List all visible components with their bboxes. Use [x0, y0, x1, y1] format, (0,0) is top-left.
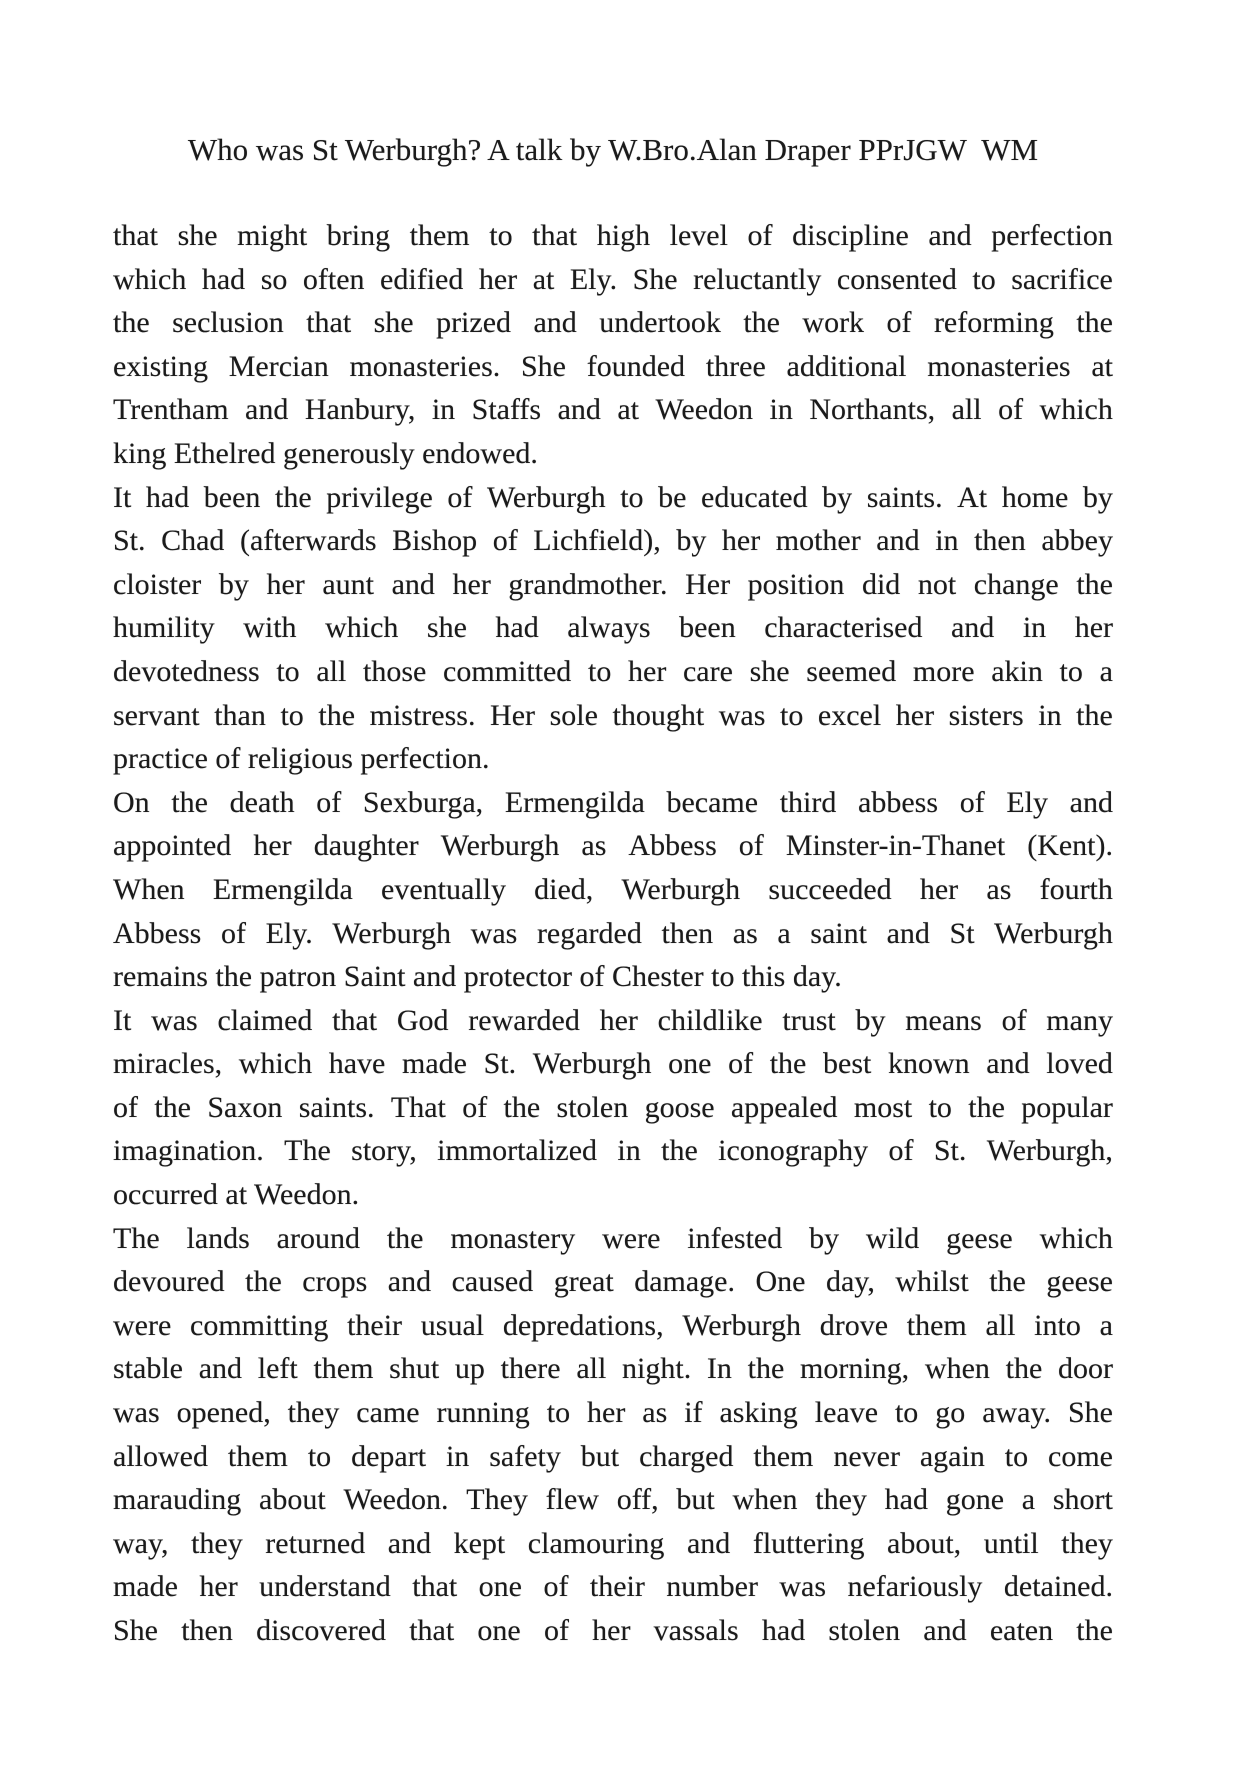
text-line: remains the patron Saint and protector of Chester to this day.	[113, 960, 842, 994]
text-line: occurred at Weedon.	[113, 1178, 360, 1212]
text-line: Trentham and Hanbury, in Staffs and at Weedon in Northants, all of which	[113, 393, 1113, 427]
text-line: servant than to the mistress. Her sole thought was to excel her sisters in the	[113, 698, 1113, 732]
text-line: were committing their usual depredations, Werburgh drove them all into a	[113, 1308, 1113, 1342]
paragraph	[113, 781, 1113, 999]
text-line: Abbess of Ely. Werburgh was regarded then as a saint and St Werburgh	[113, 916, 1113, 950]
text-line: marauding about Weedon. They flew off, but when they had gone a short	[113, 1483, 1113, 1517]
text-line: the seclusion that she prized and undertook the work of reforming the	[113, 306, 1113, 340]
text-line: humility with which she had always been characterised and in her	[113, 611, 1113, 645]
text-line: It had been the privilege of Werburgh to be educated by saints. At home by	[113, 480, 1113, 514]
text-line: She then discovered that one of her vassals had stolen and eaten the	[113, 1614, 1113, 1647]
paragraph	[113, 1217, 1113, 1653]
paragraph	[113, 999, 1113, 1217]
text-line: appointed her daughter Werburgh as Abbess of Minster-in-Thanet (Kent).	[113, 829, 1113, 863]
text-line: stable and left them shut up there all night. In the morning, when the door	[113, 1352, 1113, 1386]
text-line: king Ethelred generously endowed.	[113, 436, 538, 470]
text-line: that she might bring them to that high level of discipline and perfection	[113, 219, 1113, 252]
text-line: It was claimed that God rewarded her childlike trust by means of many	[113, 1003, 1113, 1037]
text-line: When Ermengilda eventually died, Werburgh succeeded her as fourth	[113, 872, 1113, 906]
text-line: made her understand that one of their number was nefariously detained.	[113, 1570, 1113, 1604]
text-line: devotedness to all those committed to her care she seemed more akin to a	[113, 654, 1113, 688]
paragraph	[113, 214, 1113, 476]
text-line: The lands around the monastery were infested by wild geese which	[113, 1221, 1113, 1255]
paragraph	[113, 476, 1113, 781]
text-line: which had so often edified her at Ely. She reluctantly consented to sacrifice	[113, 262, 1113, 296]
text-line: miracles, which have made St. Werburgh one of the best known and loved	[113, 1047, 1113, 1081]
document-title: Who was St Werburgh? A talk by W.Bro.Alan Draper PPrJGW WM	[187, 132, 1039, 167]
text-line: was opened, they came running to her as if asking leave to go away. She	[113, 1396, 1113, 1430]
text-line: of the Saxon saints. That of the stolen goose appealed most to the popular	[113, 1090, 1113, 1124]
document-body	[113, 214, 1113, 1653]
text-line: way, they returned and kept clamouring and fluttering about, until they	[113, 1526, 1113, 1560]
text-line: existing Mercian monasteries. She founded three additional monasteries at	[113, 349, 1113, 383]
text-line: On the death of Sexburga, Ermengilda became third abbess of Ely and	[113, 785, 1113, 819]
text-line: St. Chad (afterwards Bishop of Lichfield), by her mother and in then abbey	[113, 524, 1113, 558]
text-line: devoured the crops and caused great damage. One day, whilst the geese	[113, 1265, 1113, 1299]
text-line: allowed them to depart in safety but charged them never again to come	[113, 1439, 1113, 1473]
text-line: cloister by her aunt and her grandmother. Her position did not change the	[113, 567, 1113, 601]
text-line: practice of religious perfection.	[113, 742, 490, 776]
text-line: imagination. The story, immortalized in the iconography of St. Werburgh,	[113, 1134, 1113, 1168]
